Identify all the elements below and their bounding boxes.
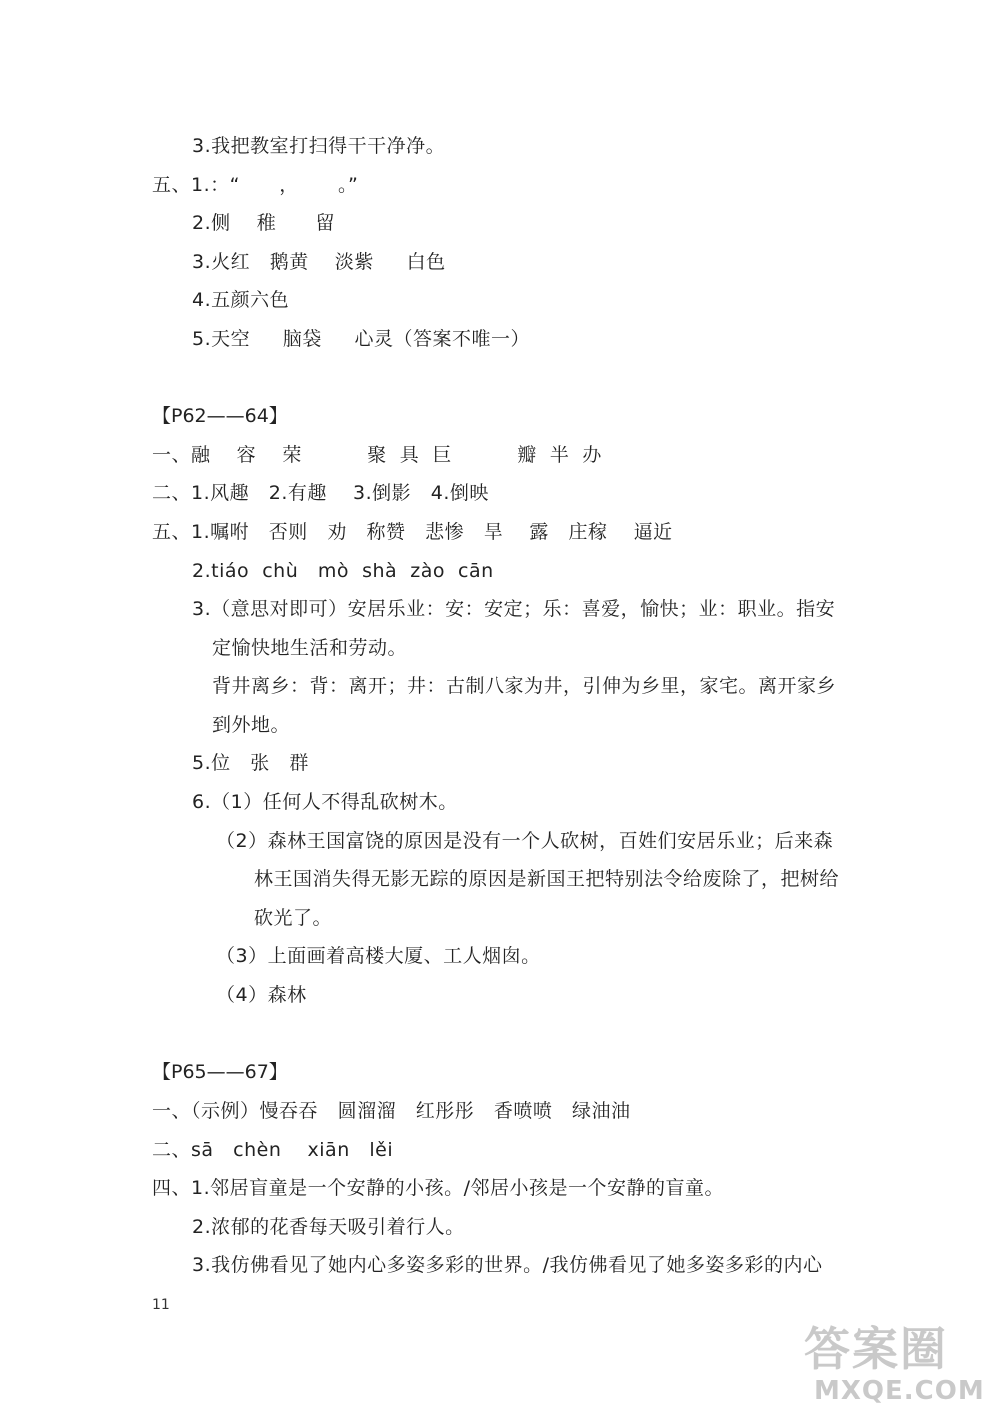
section-heading: 【P62——64】 — [152, 405, 288, 427]
answer-line: 5.位 张 群 — [192, 752, 309, 774]
answer-line: 3.火红 鹅黄 淡紫 白色 — [192, 251, 446, 273]
watermark-text: 答案圈 — [804, 1322, 948, 1376]
answer-line: 定愉快地生活和劳动。 — [212, 637, 408, 659]
answer-line: 一、融 容 荣 聚 具 巨 瓣 半 办 — [152, 444, 602, 466]
answer-line: 3.（意思对即可）安居乐业：安：安定；乐：喜爱，愉快；业：职业。指安 — [192, 598, 836, 620]
answer-line: 一、（示例）慢吞吞 圆溜溜 红彤彤 香喷喷 绿油油 — [152, 1100, 631, 1122]
answer-line: 2.浓郁的花香每天吸引着行人。 — [192, 1216, 465, 1238]
answer-line: 2.侧 稚 留 — [192, 212, 336, 234]
answer-line: 背井离乡：背：离开；井：古制八家为井，引伸为乡里，家宅。离开家乡 — [212, 675, 837, 697]
page-number: 11 — [152, 1297, 170, 1313]
answer-line: 林王国消失得无影无踪的原因是新国王把特别法令给废除了，把树给 — [254, 868, 840, 890]
watermark-url: MXQE.COM — [814, 1376, 985, 1406]
answer-line: （4）森林 — [216, 984, 307, 1006]
answer-line: （2）森林王国富饶的原因是没有一个人砍树，百姓们安居乐业；后来森 — [216, 830, 834, 852]
answer-line: 6.（1）任何人不得乱砍树木。 — [192, 791, 458, 813]
answer-line: 2.tiáo chù mò shà zào cān — [192, 560, 494, 582]
answer-line: 到外地。 — [212, 714, 291, 736]
answer-line: 二、sā chèn xiān lěi — [152, 1139, 394, 1161]
answer-line: 二、1.风趣 2.有趣 3.倒影 4.倒映 — [152, 482, 489, 504]
answer-line: 砍光了。 — [254, 907, 333, 929]
answer-line: 四、1.邻居盲童是一个安静的小孩。/邻居小孩是一个安静的盲童。 — [152, 1177, 725, 1199]
answer-line: 3.我把教室打扫得干干净净。 — [192, 135, 446, 157]
watermark-logo — [800, 1320, 996, 1410]
answer-line: 4.五颜六色 — [192, 289, 290, 311]
answer-line: 5.天空 脑袋 心灵（答案不唯一） — [192, 328, 531, 350]
answer-line: （3）上面画着高楼大厦、工人烟囱。 — [216, 945, 541, 967]
section-heading: 【P65——67】 — [152, 1061, 288, 1083]
answer-line: 3.我仿佛看见了她内心多姿多彩的世界。/我仿佛看见了她多姿多彩的内心 — [192, 1254, 823, 1276]
answer-line: 五、1.嘱咐 否则 劝 称赞 悲惨 旱 露 庄稼 逼近 — [152, 521, 673, 543]
answer-line: 五、1.：“ ， 。” — [152, 174, 359, 196]
